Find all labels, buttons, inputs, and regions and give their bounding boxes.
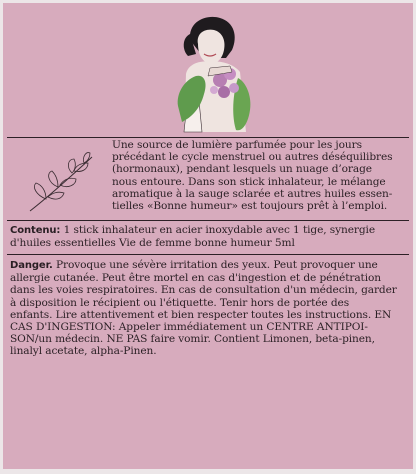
contents-text-line: d'huiles essentielles Vie de femme bonne humeur 5ml [10, 237, 295, 250]
sage-sprig-icon [26, 149, 100, 215]
edge-top [0, 0, 416, 3]
description-line: tielles «Bonne humeur» est toujours prêt à l’emploi. [112, 200, 388, 213]
description-line: nous entoure. Dans son stick inhalateur, le mélange [112, 175, 386, 188]
danger-text-line: linalyl acetate, alpha-Pinen. [10, 345, 157, 358]
edge-bottom [0, 469, 416, 474]
contents-text-line: 1 stick inhalateur en acier inoxydable avec 1 tige, synergie [60, 224, 376, 236]
description-line: aromatique à la sauge sclarée et autres huiles essen- [112, 187, 393, 200]
danger-label: Danger. [10, 260, 53, 271]
description-line: Une source de lumière parfumée pour les jours [112, 139, 362, 151]
description-line: (hormonaux), pendant lesquels un nuage d’orage [112, 163, 372, 176]
edge-left [0, 0, 3, 474]
danger-text-line: SON/un médecin. NE PAS faire vomir. Contient Limonen, beta-pinen, [10, 333, 375, 346]
danger-text-line: à disposition le récipient ou l'étiquette. Tenir hors de portée des [10, 296, 350, 309]
danger-text-line: Provoque une sévère irritation des yeux. Peut provoquer une [52, 259, 378, 271]
product-description [112, 139, 408, 212]
danger-text-line: CAS D'INGESTION: Appeler immédiatement un CENTRE ANTIPOI- [10, 321, 368, 334]
contents-label: Contenu: [10, 225, 61, 236]
woman-with-flowers-illustration [174, 14, 258, 136]
divider-middle [7, 220, 409, 221]
danger-text-line: dans les voies respiratoires. En cas de consultation d'un médecin, garder [10, 284, 397, 297]
danger-section [10, 259, 408, 358]
contents-section [10, 224, 408, 249]
divider-top [7, 137, 409, 138]
description-line: précédant le cycle menstruel ou autres déséquilibres [112, 151, 393, 164]
danger-text-line: allergie cutanée. Peut être mortel en cas d'ingestion et de pénétration [10, 272, 381, 285]
divider-bottom [7, 254, 409, 255]
danger-text-line: enfants. Lire attentivement et bien respecter toutes les instructions. EN [10, 308, 392, 321]
